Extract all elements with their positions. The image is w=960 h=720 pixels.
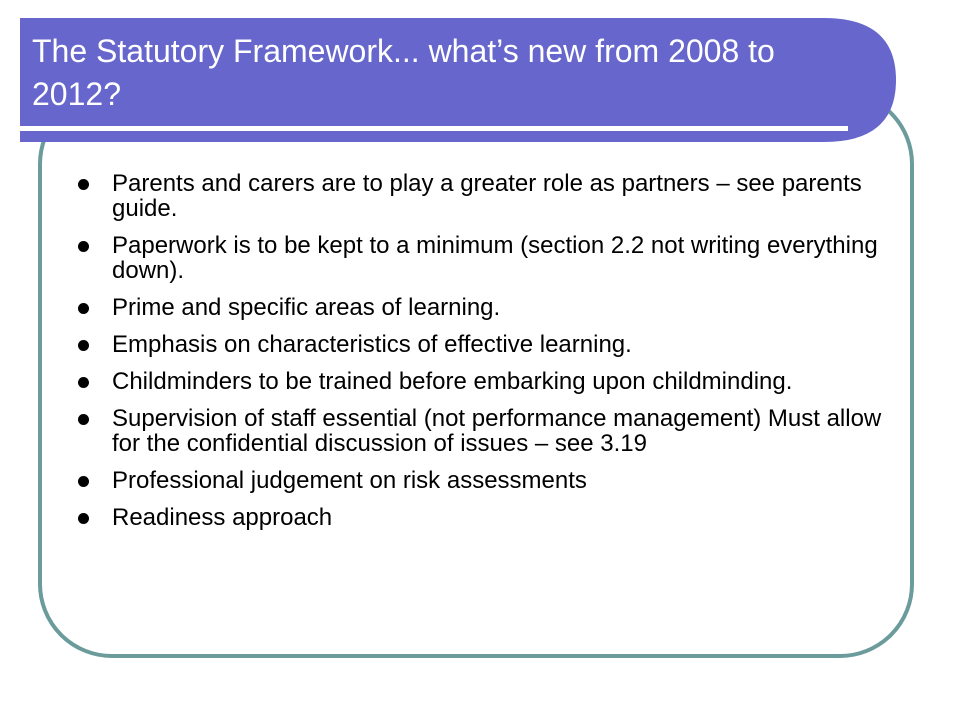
- bullet-dot-icon: [78, 377, 89, 388]
- bullet-item: [78, 233, 893, 283]
- bullet-text: Supervision of staff essential (not performance management) Must allow for the confidential discussion of issues – see 3.19: [112, 405, 882, 457]
- bullet-item: [78, 468, 893, 493]
- bullet-text: Paperwork is to be kept to a minimum (section 2.2 not writing everything down).: [112, 232, 878, 284]
- bullet-dot-icon: [78, 476, 89, 487]
- bullet-text: Readiness approach: [112, 504, 333, 531]
- bullet-text: Professional judgement on risk assessments: [112, 467, 587, 494]
- bullet-text: Childminders to be trained before embarking upon childminding.: [112, 368, 793, 395]
- bullet-text: Parents and carers are to play a greater role as partners – see parents guide.: [112, 170, 862, 222]
- bullet-dot-icon: [78, 241, 89, 252]
- bullet-dot-icon: [78, 303, 89, 314]
- bullet-dot-icon: [78, 340, 89, 351]
- bullet-dot-icon: [78, 179, 89, 190]
- bullet-dot-icon: [78, 513, 89, 524]
- bullet-item: [78, 505, 893, 530]
- bullet-item: [78, 332, 893, 357]
- bullet-text: Prime and specific areas of learning.: [112, 294, 501, 321]
- bullet-dot-icon: [78, 414, 89, 425]
- bullet-item: [78, 295, 893, 320]
- bullet-text: Emphasis on characteristics of effective learning.: [112, 331, 632, 358]
- bullet-item: [78, 406, 893, 456]
- bullet-list: [78, 171, 893, 542]
- title-underline: [20, 126, 848, 131]
- bullet-item: [78, 171, 893, 221]
- bullet-item: [78, 369, 893, 394]
- slide-title: The Statutory Framework... what’s new from 2008 to 2012?: [32, 33, 775, 112]
